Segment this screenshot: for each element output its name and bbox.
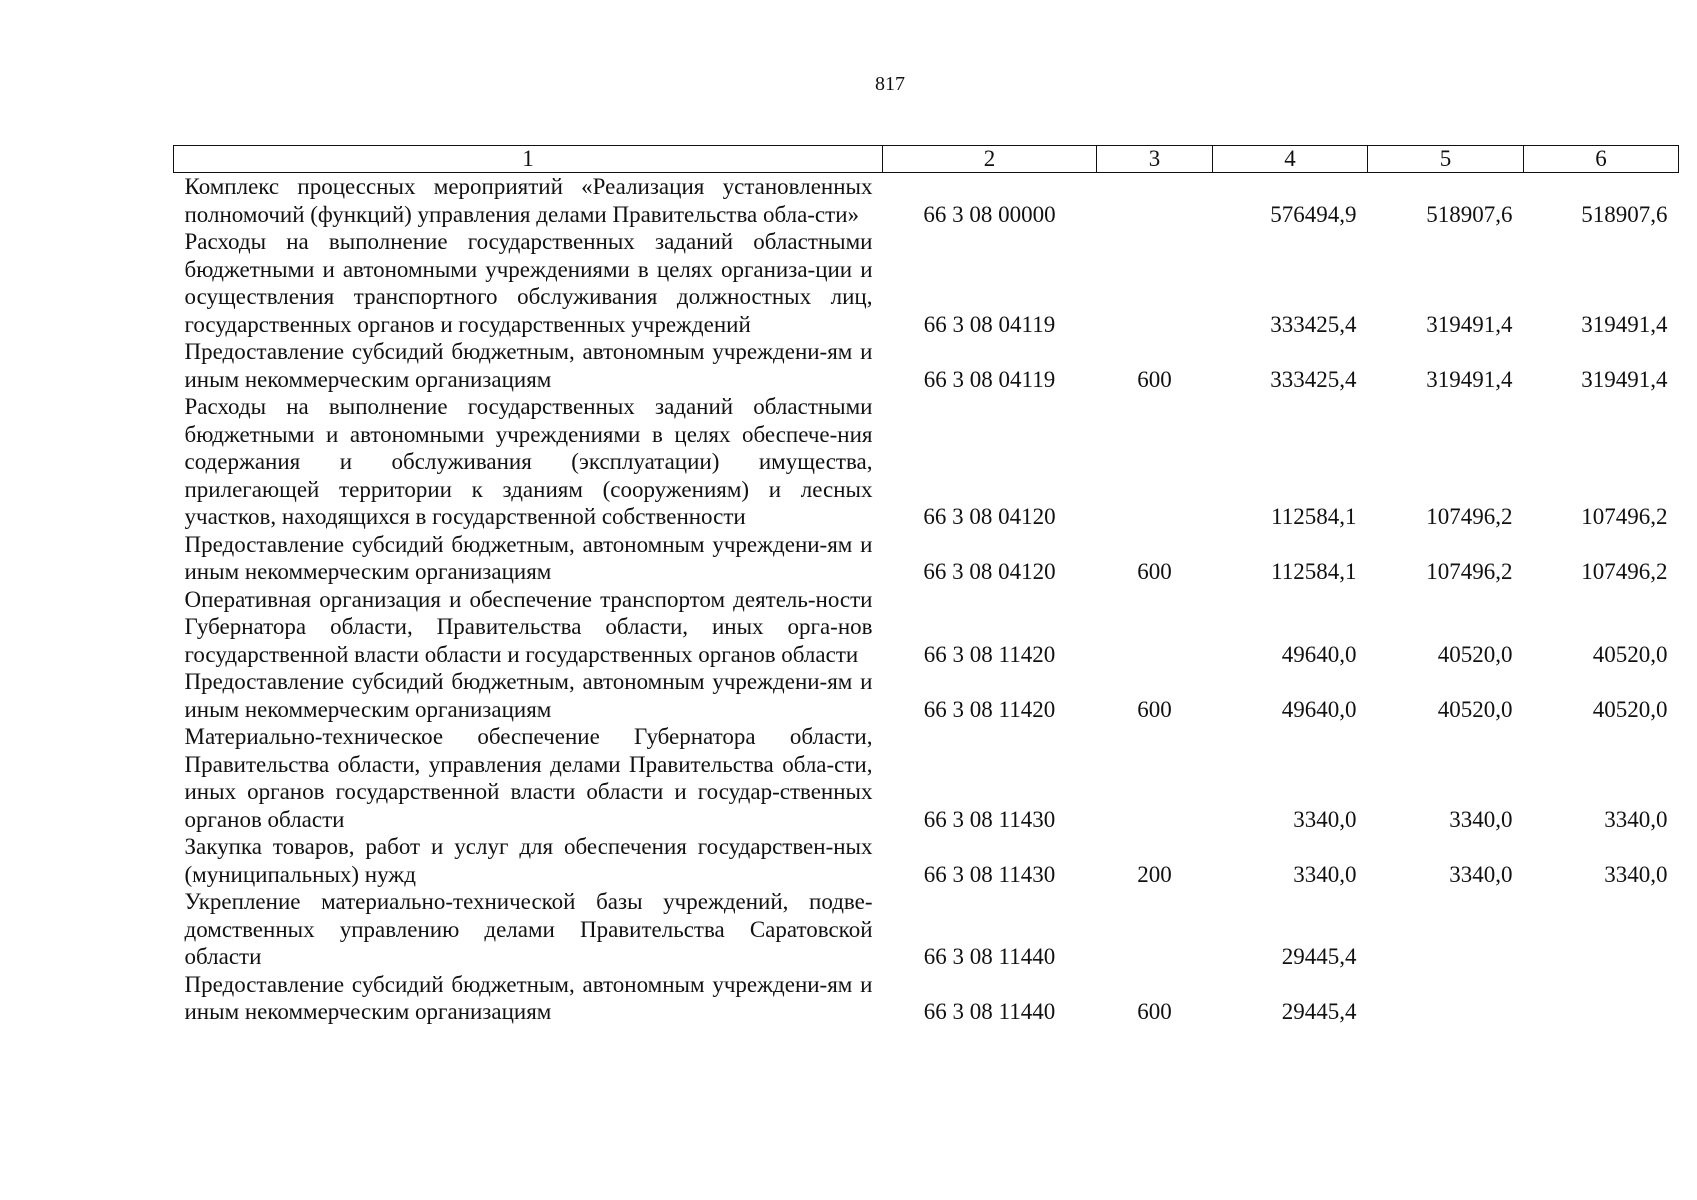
row-value-6: 319491,4 <box>1581 311 1668 337</box>
row-code: 66 3 08 11420 <box>923 696 1056 722</box>
row-value-6: 40520,0 <box>1592 696 1668 722</box>
row-value-4: 112584,1 <box>1271 559 1357 584</box>
row-value-4: 49640,0 <box>1281 696 1357 722</box>
row-name: Предоставление субсидий бюджетным, автономным учреждени-ям и иным некоммерческим организациям <box>184 971 873 1024</box>
table-body <box>174 173 1679 1026</box>
budget-table <box>173 145 1679 1026</box>
row-value-4: 333425,4 <box>1270 311 1357 337</box>
row-expense-type: 600 <box>1137 696 1172 722</box>
table-row <box>174 338 1679 393</box>
row-code: 66 3 08 04120 <box>923 559 1056 584</box>
row-code: 66 3 08 11420 <box>923 641 1056 667</box>
table-row <box>174 586 1679 669</box>
row-expense-type <box>1097 173 1213 229</box>
row-code: 66 3 08 11440 <box>923 944 1056 969</box>
row-value-4: 3340,0 <box>1293 861 1357 887</box>
table-row <box>174 971 1679 1026</box>
row-value-5: 107496,2 <box>1426 504 1513 529</box>
row-value-5: 518907,6 <box>1426 201 1513 227</box>
row-code: 66 3 08 11440 <box>923 999 1056 1024</box>
row-value-6: 107496,2 <box>1581 559 1668 584</box>
row-value-6: 3340,0 <box>1604 806 1668 832</box>
row-expense-type: 600 <box>1137 559 1172 584</box>
header-row <box>174 146 1679 173</box>
header-col-1: 1 <box>174 146 883 173</box>
page-number: 817 <box>875 73 905 95</box>
row-value-5: 319491,4 <box>1426 366 1513 392</box>
row-value-4: 49640,0 <box>1281 641 1357 667</box>
row-value-5: 319491,4 <box>1426 311 1513 337</box>
row-value-4: 333425,4 <box>1270 366 1357 392</box>
table-row <box>174 531 1679 586</box>
row-value-5: 40520,0 <box>1437 641 1513 667</box>
table-row <box>174 888 1679 971</box>
row-expense-type <box>1097 723 1213 833</box>
header-col-6: 6 <box>1524 146 1679 173</box>
row-expense-type <box>1097 888 1213 971</box>
header-col-3: 3 <box>1097 146 1213 173</box>
row-value-6 <box>1524 971 1679 1026</box>
row-expense-type <box>1097 586 1213 669</box>
row-value-5: 3340,0 <box>1449 806 1513 832</box>
row-code: 66 3 08 11430 <box>923 861 1056 887</box>
row-value-5 <box>1368 971 1524 1026</box>
row-value-4: 3340,0 <box>1293 806 1357 832</box>
row-name: Комплекс процессных мероприятий «Реализация установленных полномочий (функций) управления делами Правительства обла-сти» <box>184 174 873 227</box>
row-name: Укрепление материально-технической базы учреждений, подве-домственных управлению делами Правительства Саратовской области <box>184 889 873 969</box>
header-col-2: 2 <box>883 146 1097 173</box>
row-name: Предоставление субсидий бюджетным, автономным учреждени-ям и иным некоммерческим организациям <box>184 339 873 392</box>
row-expense-type <box>1097 228 1213 338</box>
row-name: Закупка товаров, работ и услуг для обеспечения государствен-ных (муниципальных) нужд <box>184 834 873 887</box>
row-expense-type: 200 <box>1137 861 1172 887</box>
row-value-6: 3340,0 <box>1604 861 1668 887</box>
row-name: Оперативная организация и обеспечение транспортом деятель-ности Губернатора области, Правительства области, иных орга-нов государственной власти области и государственных органов области <box>184 586 873 667</box>
table-row <box>174 173 1679 229</box>
row-value-6: 40520,0 <box>1592 641 1668 667</box>
row-value-5 <box>1368 888 1524 971</box>
row-code: 66 3 08 04119 <box>923 366 1056 392</box>
row-value-5: 40520,0 <box>1437 696 1513 722</box>
row-name: Расходы на выполнение государственных заданий областными бюджетными и автономными учреждениями в целях обеспече-ния содержания и обслуживания (эксплуатации) имущества, прилегающей территории к зданиям (сооружениям) и лесных участков, находящихся в государственной собственности <box>184 394 873 529</box>
row-value-6: 319491,4 <box>1581 366 1668 392</box>
row-code: 66 3 08 04120 <box>923 504 1056 529</box>
row-code: 66 3 08 00000 <box>923 201 1056 227</box>
row-value-4: 576494,9 <box>1270 201 1357 227</box>
row-expense-type <box>1097 393 1213 531</box>
table-row <box>174 833 1679 888</box>
row-name: Предоставление субсидий бюджетным, автономным учреждени-ям и иным некоммерческим организациям <box>184 669 873 722</box>
header-col-5: 5 <box>1368 146 1524 173</box>
row-value-4: 112584,1 <box>1271 504 1357 529</box>
table-row <box>174 723 1679 833</box>
row-name: Расходы на выполнение государственных заданий областными бюджетными и автономными учреждениями в целях организа-ции и осуществления транспортного обслуживания должностных лиц, государственных органов и государственных учреждений <box>184 229 873 337</box>
row-expense-type: 600 <box>1137 366 1172 392</box>
table-row <box>174 668 1679 723</box>
row-expense-type: 600 <box>1137 999 1172 1024</box>
table-header <box>174 146 1679 173</box>
row-name: Предоставление субсидий бюджетным, автономным учреждени-ям и иным некоммерческим организациям <box>184 531 873 584</box>
row-code: 66 3 08 11430 <box>923 806 1056 832</box>
row-value-4: 29445,4 <box>1281 944 1357 969</box>
table-row <box>174 393 1679 531</box>
row-value-6 <box>1524 888 1679 971</box>
row-value-5: 107496,2 <box>1426 559 1513 584</box>
row-code: 66 3 08 04119 <box>923 311 1056 337</box>
table-row <box>174 228 1679 338</box>
header-col-4: 4 <box>1213 146 1368 173</box>
row-value-5: 3340,0 <box>1449 861 1513 887</box>
row-name: Материально-техническое обеспечение Губернатора области, Правительства области, управления делами Правительства обла-сти, иных органов государственной власти области и государ-ственных органов области <box>184 724 873 832</box>
row-value-4: 29445,4 <box>1281 999 1357 1024</box>
row-value-6: 107496,2 <box>1581 504 1668 529</box>
row-value-6: 518907,6 <box>1581 201 1668 227</box>
